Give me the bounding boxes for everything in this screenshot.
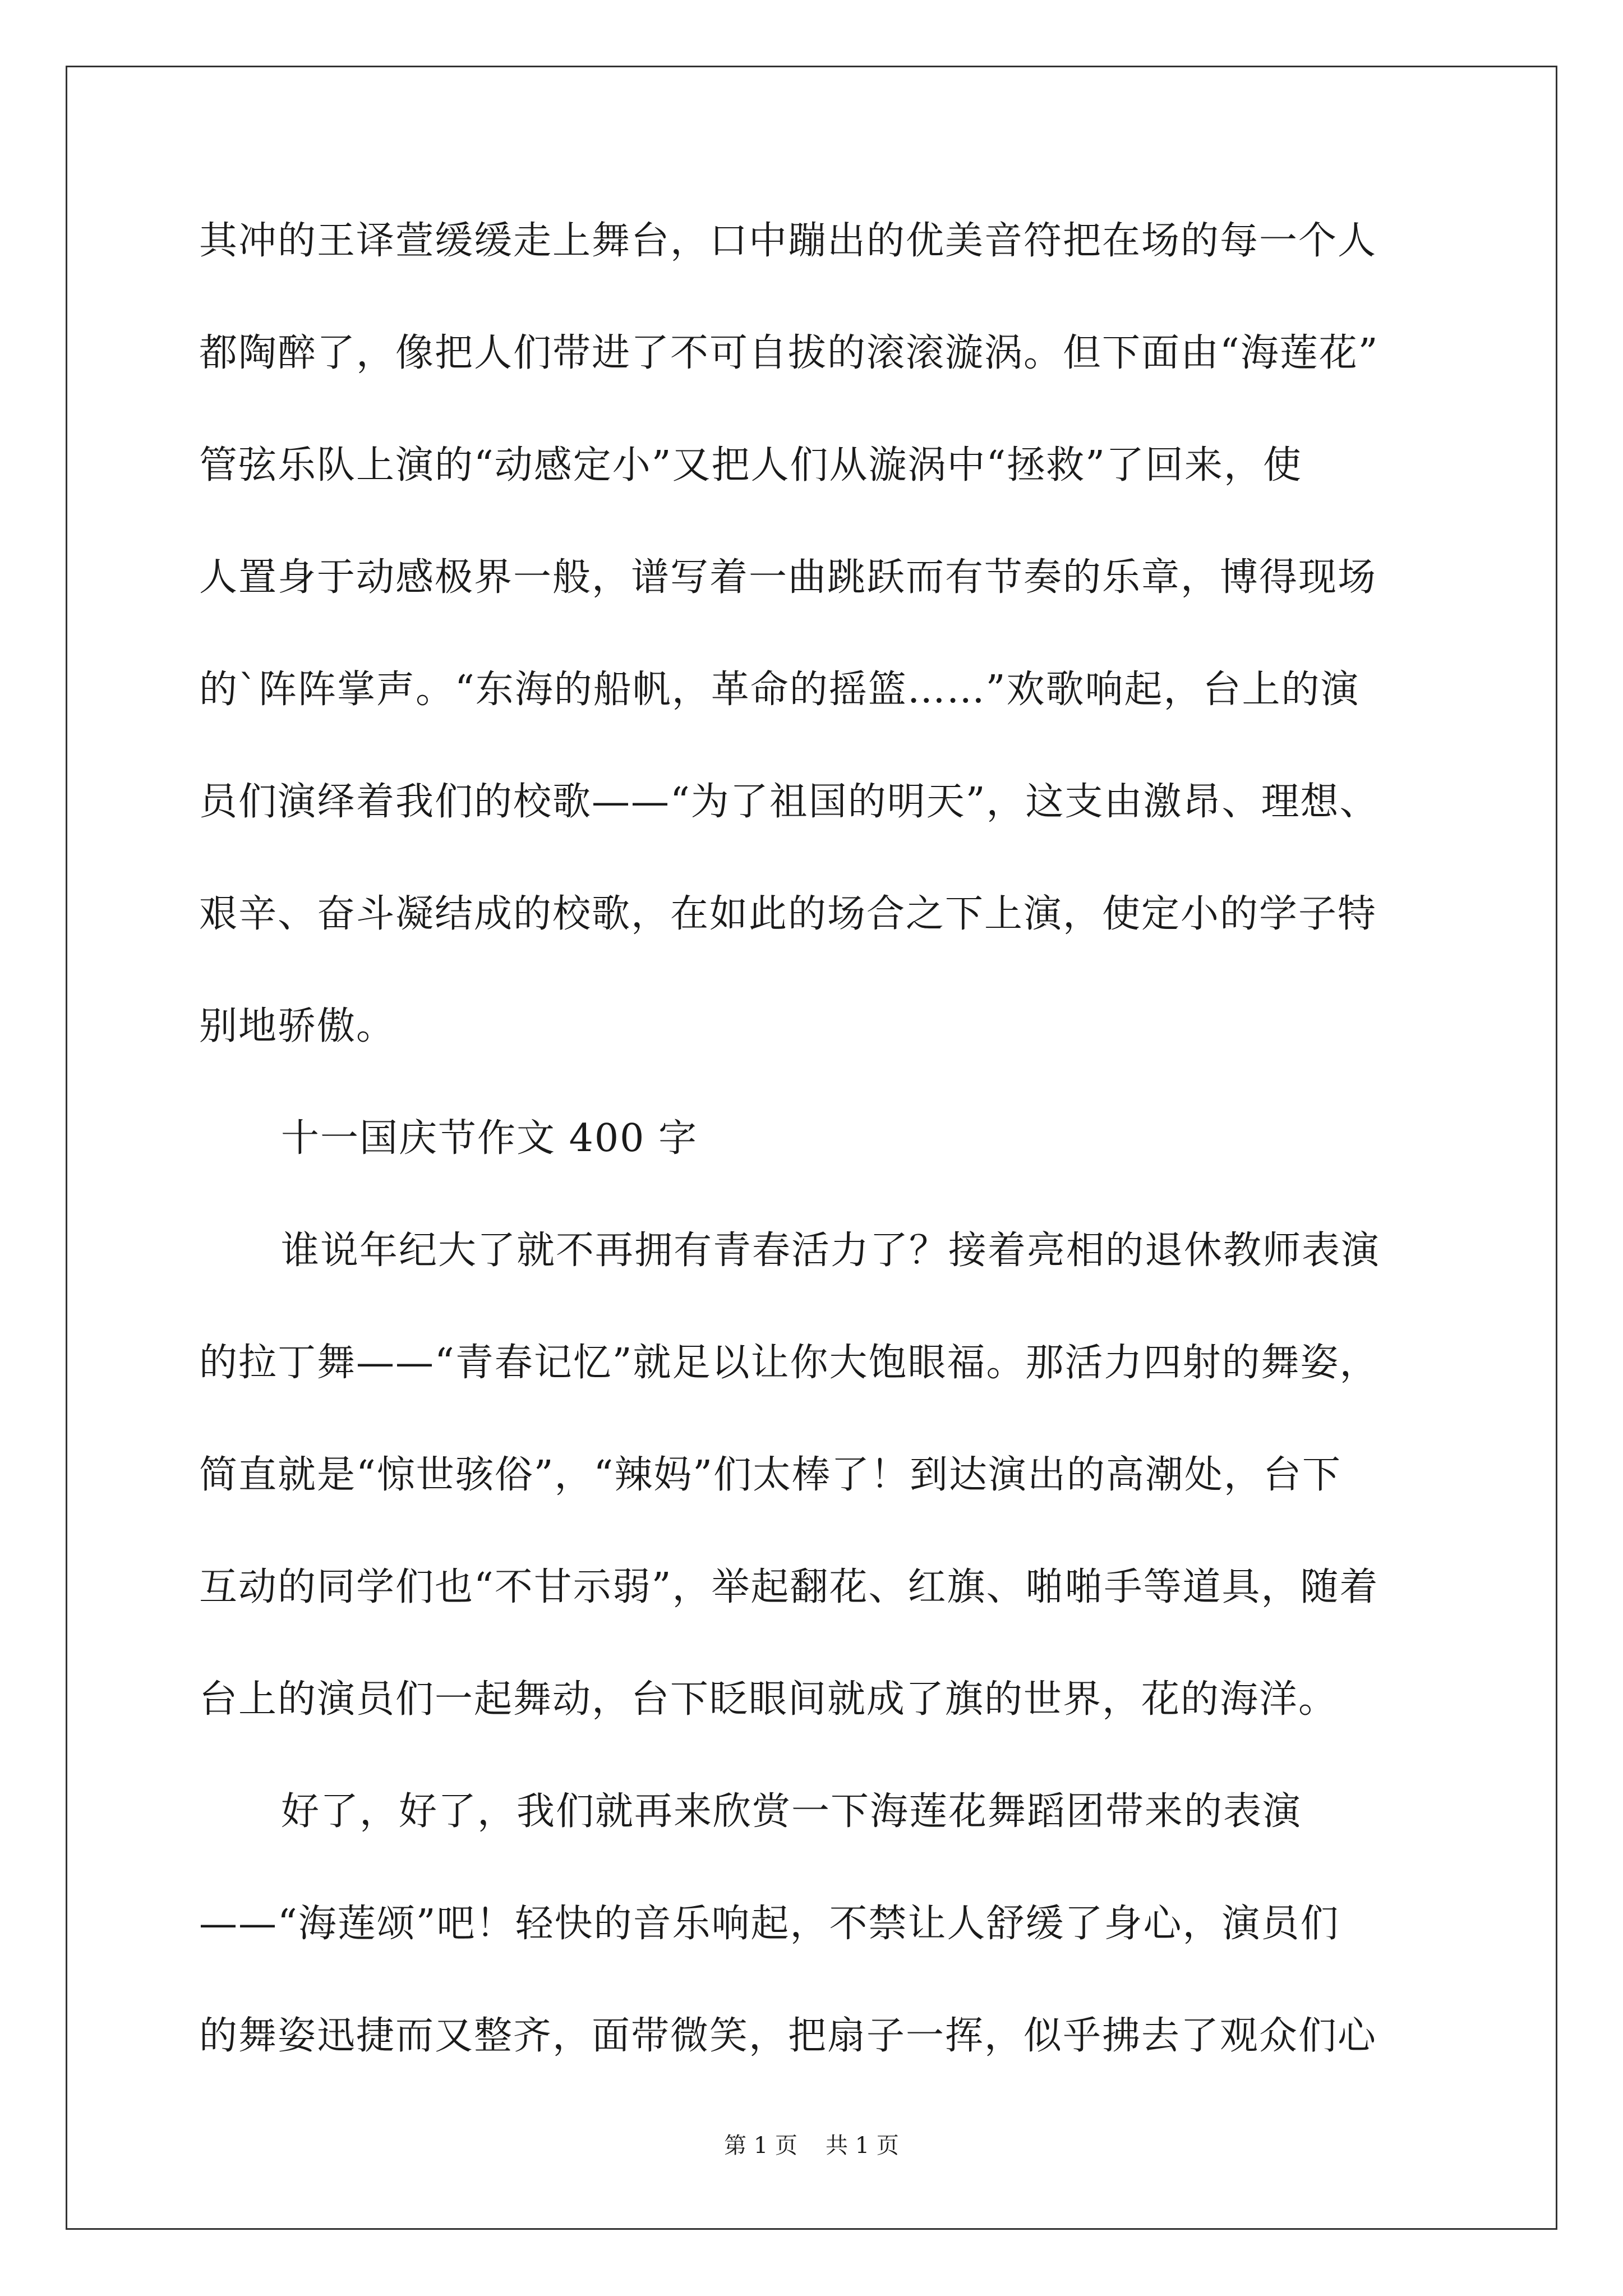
paragraph-start-line: 好了，好了，我们就再来欣赏一下海莲花舞蹈团带来的表演 bbox=[281, 1789, 1302, 1834]
text-line: 别地骄傲。 bbox=[199, 1004, 396, 1048]
paragraph-start-line: 谁说年纪大了就不再拥有青春活力了？接着亮相的退休教师表演 bbox=[281, 1228, 1381, 1273]
text-line: 互动的同学们也“不甘示弱”，举起翻花、红旗、啪啪手等道具，随着 bbox=[199, 1565, 1379, 1609]
document-body bbox=[199, 185, 1438, 2092]
section-heading: 十一国庆节作文 400 字 bbox=[281, 1116, 698, 1161]
text-line: 艰辛、奋斗凝结成的校歌，在如此的场合之下上演，使定小的学子特 bbox=[199, 892, 1377, 936]
text-line: 的拉丁舞——“青春记忆”就足以让你大饱眼福。那活力四射的舞姿， bbox=[199, 1341, 1379, 1385]
page-total: 共 1 页 bbox=[826, 2133, 899, 2159]
text-line: 其冲的王译萱缓缓走上舞台，口中蹦出的优美音符把在场的每一个人 bbox=[199, 219, 1377, 263]
text-line: 员们演绎着我们的校歌——“为了祖国的明天”，这支由激昂、理想、 bbox=[199, 780, 1379, 824]
text-line: 简直就是“惊世骇俗”，“辣妈”们太棒了！到达演出的高潮处，台下 bbox=[199, 1453, 1342, 1497]
text-line: 的`阵阵掌声。“东海的船帆，革命的摇篮……”欢歌响起，台上的演 bbox=[199, 668, 1360, 712]
text-line: ——“海莲颂”吧！轻快的音乐响起，不禁让人舒缓了身心，演员们 bbox=[199, 1902, 1340, 1946]
page-footer bbox=[0, 2129, 1623, 2162]
text-line: 台上的演员们一起舞动，台下眨眼间就成了旗的世界，花的海洋。 bbox=[199, 1677, 1338, 1722]
page-number: 第 1 页 bbox=[724, 2133, 797, 2159]
text-line: 都陶醉了，像把人们带进了不可自拔的滚滚漩涡。但下面由“海莲花” bbox=[199, 331, 1379, 375]
text-line: 的舞姿迅捷而又整齐，面带微笑，把扇子一挥，似乎拂去了观众们心 bbox=[199, 2014, 1377, 2058]
text-line: 管弦乐队上演的“动感定小”又把人们从漩涡中“拯救”了回来，使 bbox=[199, 443, 1303, 487]
text-line: 人置身于动感极界一般，谱写着一曲跳跃而有节奏的乐章，博得现场 bbox=[199, 555, 1377, 600]
